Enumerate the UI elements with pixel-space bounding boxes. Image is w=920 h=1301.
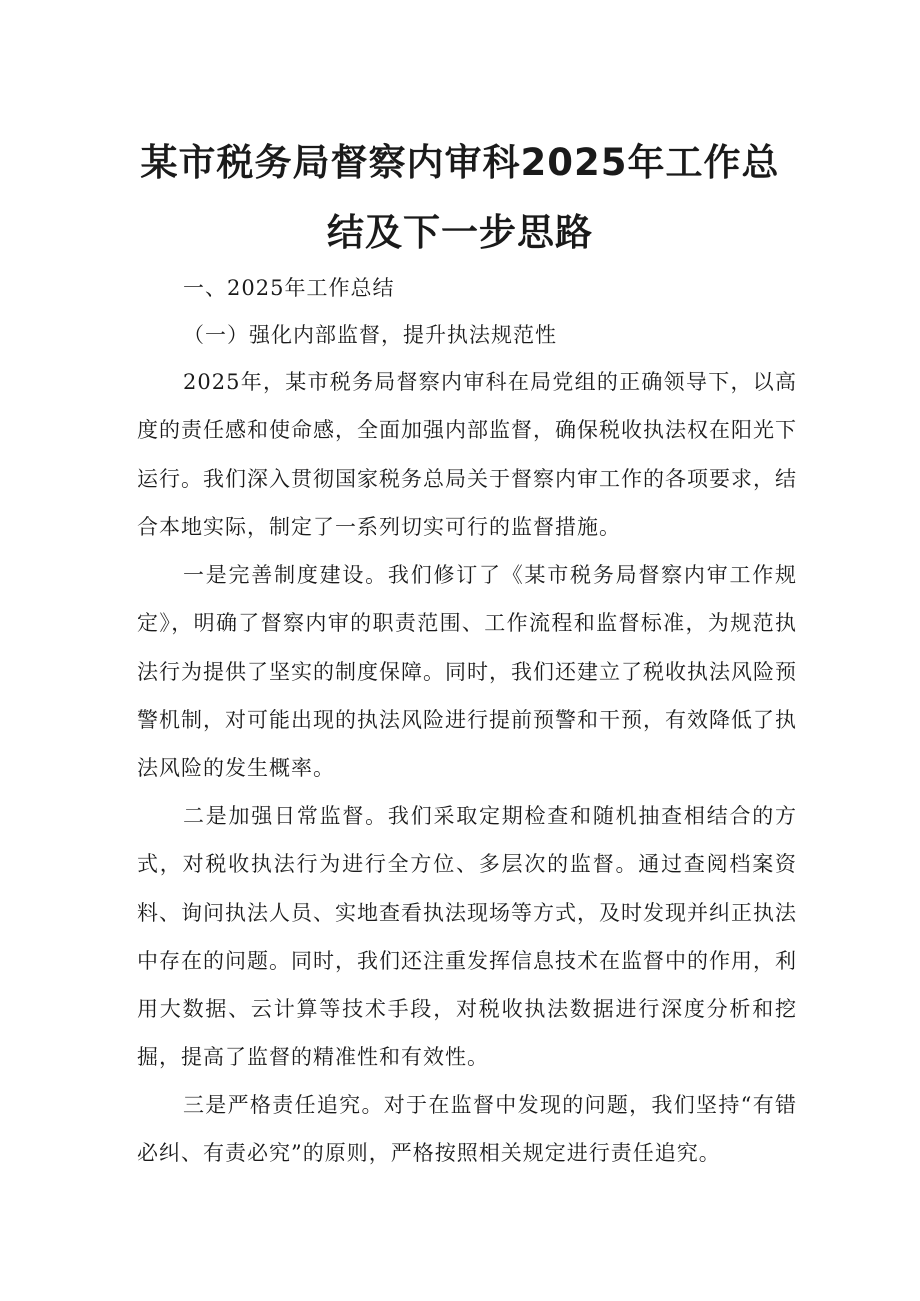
paragraph-daily-supervision: 二是加强日常监督。我们采取定期检查和随机抽查相结合的方式，对税收执法行为进行全方位、多层次的监督。通过查阅档案资料、询问执法人员、实地查看执法现场等方式，及时发现并纠正执法中存在的问题。同时，我们还注重发挥信息技术在监督中的作用，利用大数据、云计算等技术手段，对税收执法数据进行深度分析和挖掘，提高了监督的精准性和有效性。 [137, 804, 797, 1070]
document-title-line-2: 结及下一步思路 [327, 211, 593, 254]
paragraph-intro: 2025年，某市税务局督察内审科在局党组的正确领导下，以高度的责任感和使命感，全面加强内部监督，确保税收执法权在阳光下运行。我们深入贯彻国家税务总局关于督察内审工作的各项要求，结合本地实际，制定了一系列切实可行的监督措施。 [137, 370, 797, 539]
paragraph-system-building: 一是完善制度建设。我们修订了《某市税务局督察内审工作规定》，明确了督察内审的职责范围、工作流程和监督标准，为规范执法行为提供了坚实的制度保障。同时，我们还建立了税收执法风险预警机制，对可能出现的执法风险进行提前预警和干预，有效降低了执法风险的发生概率。 [137, 563, 797, 781]
subsection-heading: （一）强化内部监督，提升执法规范性 [183, 323, 557, 347]
paragraph-accountability: 三是严格责任追究。对于在监督中发现的问题，我们坚持“有错必纠、有责必究”的原则，严格按照相关规定进行责任追究。 [137, 1093, 797, 1166]
document-title-line-1: 某市税务局督察内审科2025年工作总 [140, 141, 780, 184]
section-heading: 一、2025年工作总结 [183, 276, 395, 300]
